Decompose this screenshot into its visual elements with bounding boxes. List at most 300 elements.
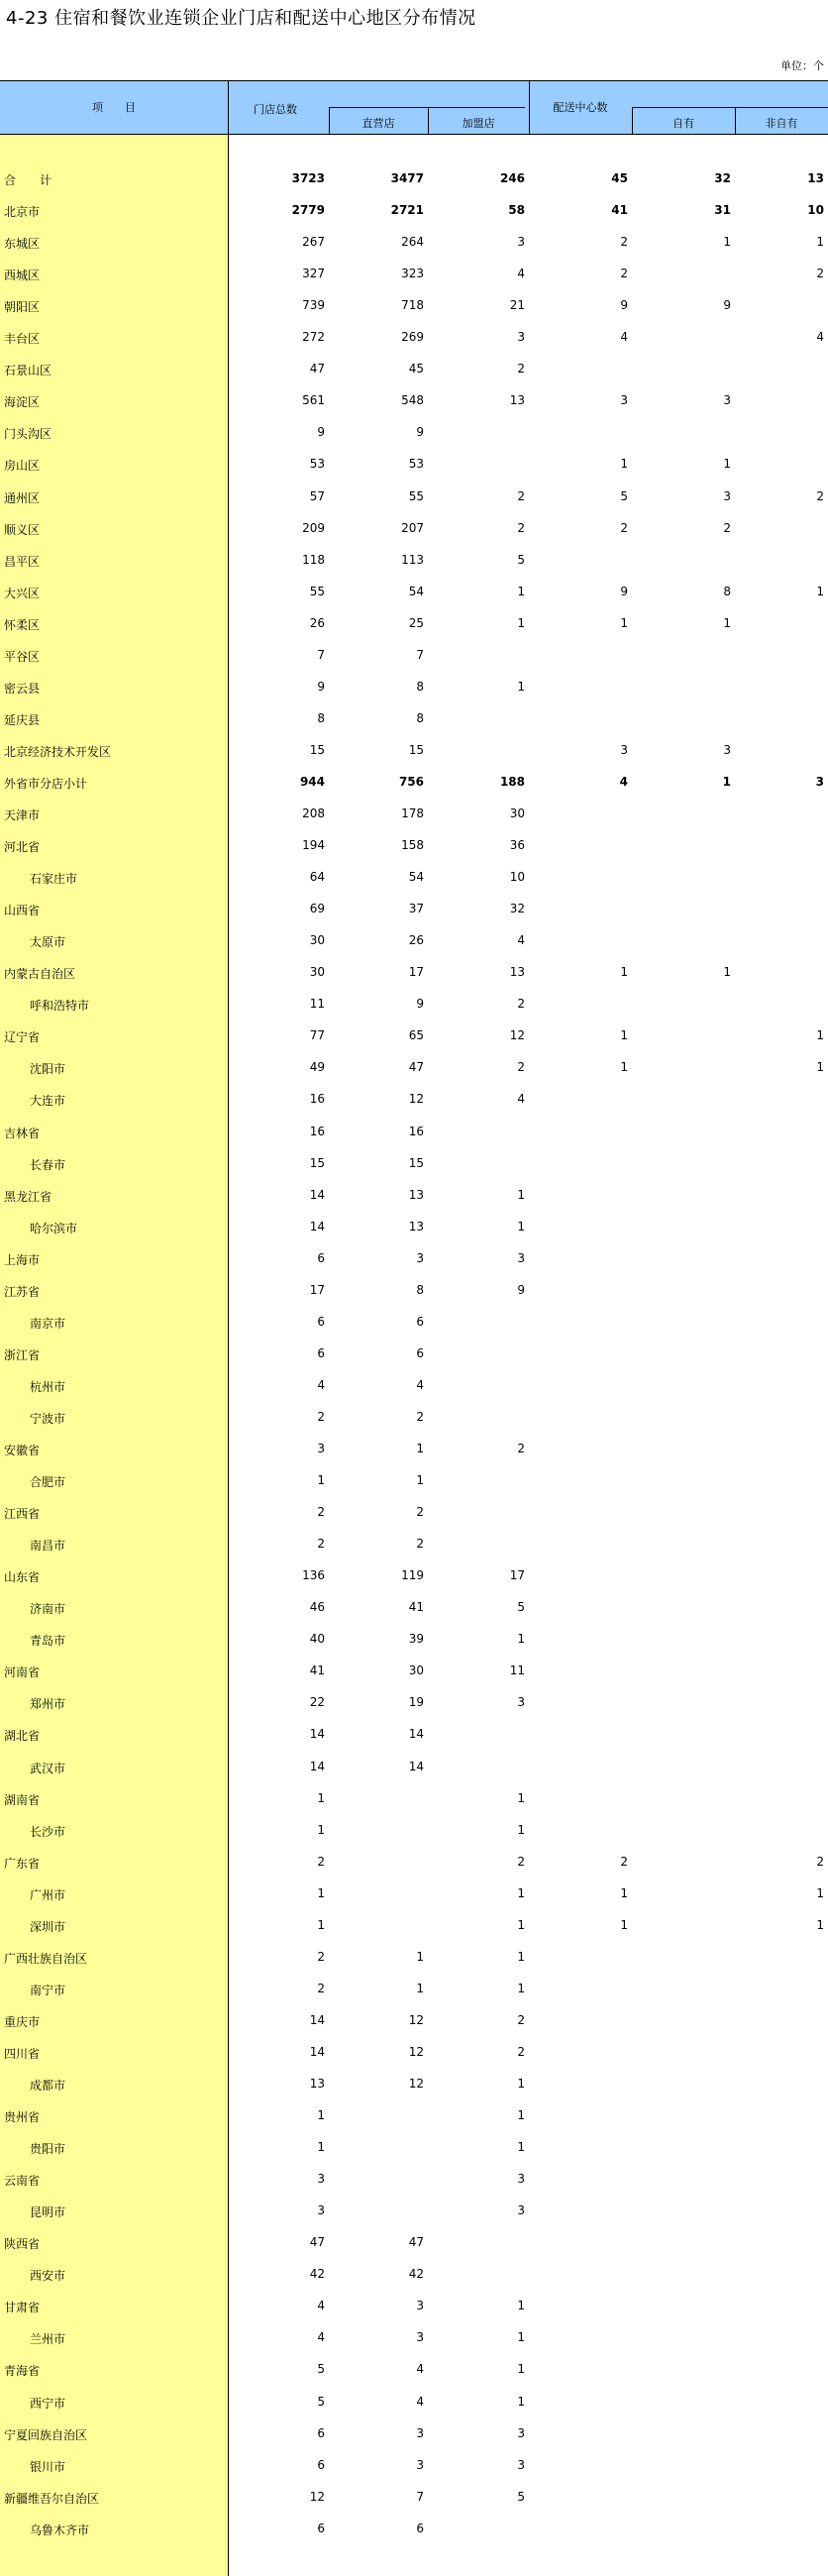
cell-franchise: 13 (509, 393, 525, 408)
cell-franchise: 3 (517, 2172, 525, 2187)
cell-franchise: 1 (517, 2299, 525, 2313)
row-label: 山东省 (4, 1570, 41, 1585)
cell-not-own: 10 (807, 203, 824, 218)
cell-dist-centers: 1 (620, 1028, 628, 1043)
cell-own: 3 (723, 488, 731, 503)
cell-stores-total: 2 (317, 1854, 325, 1869)
cell-franchise: 1 (517, 1822, 525, 1837)
table-row (0, 1402, 828, 1434)
table-row (0, 1339, 828, 1370)
cell-dist-centers: 5 (620, 488, 628, 503)
row-label: 深圳市 (30, 1919, 66, 1934)
cell-direct: 4 (416, 2362, 424, 2377)
row-label: 房山区 (4, 459, 41, 474)
table-row (0, 259, 828, 290)
table-row (0, 862, 828, 894)
row-label: 云南省 (4, 2174, 41, 2189)
cell-dist-centers: 9 (620, 298, 628, 313)
cell-direct: 39 (408, 1632, 424, 1647)
table-row (0, 2164, 828, 2196)
header-dist-centers: 配送中心数 (553, 101, 608, 114)
cell-franchise: 2 (517, 1854, 525, 1869)
cell-dist-centers: 9 (620, 584, 628, 598)
cell-own: 1 (723, 457, 731, 472)
cell-franchise: 188 (499, 774, 525, 789)
row-label: 西城区 (4, 268, 41, 283)
cell-franchise: 1 (517, 1885, 525, 1900)
cell-dist-centers: 2 (620, 267, 628, 281)
row-label: 湖北省 (4, 1729, 41, 1744)
table-row (0, 1656, 828, 1687)
table-row (0, 1243, 828, 1275)
cell-stores-total: 2 (317, 1537, 325, 1552)
cell-franchise: 17 (509, 1568, 525, 1583)
cell-stores-total: 272 (302, 330, 325, 345)
cell-direct: 12 (408, 2012, 424, 2027)
cell-franchise: 3 (517, 2203, 525, 2218)
cell-stores-total: 64 (309, 870, 325, 885)
table-row (0, 2196, 828, 2227)
cell-stores-total: 40 (309, 1632, 325, 1647)
cell-stores-total: 6 (317, 2425, 325, 2440)
cell-franchise: 1 (517, 1632, 525, 1647)
table-row (0, 1148, 828, 1180)
cell-direct: 8 (416, 679, 424, 694)
cell-not-own: 2 (816, 1854, 824, 1869)
row-label: 东城区 (4, 237, 41, 252)
table-row (0, 1624, 828, 1656)
row-label: 内蒙古自治区 (4, 967, 76, 982)
cell-direct: 37 (408, 902, 424, 916)
cell-own: 8 (723, 584, 731, 598)
table-row (0, 1434, 828, 1465)
cell-franchise: 1 (517, 584, 525, 598)
cell-franchise: 2 (517, 1060, 525, 1075)
cell-franchise: 1 (517, 1949, 525, 1964)
page-title: 4-23 住宿和餐饮业连锁企业门店和配送中心地区分布情况 (6, 8, 476, 29)
cell-direct: 12 (408, 2077, 424, 2091)
table-row (0, 1117, 828, 1148)
row-label: 长春市 (30, 1157, 66, 1172)
cell-direct: 13 (408, 1187, 424, 1202)
cell-not-own: 4 (816, 330, 824, 345)
row-label: 天津市 (4, 808, 41, 822)
cell-franchise: 246 (499, 171, 525, 185)
table-row (0, 163, 828, 195)
cell-dist-centers: 45 (611, 171, 628, 185)
cell-stores-total: 41 (309, 1664, 325, 1678)
row-label: 浙江省 (4, 1347, 41, 1362)
row-label: 大兴区 (4, 586, 41, 600)
cell-stores-total: 22 (309, 1695, 325, 1710)
cell-direct: 3 (416, 2457, 424, 2472)
row-label: 武汉市 (30, 1761, 66, 1775)
row-label: 通州区 (4, 490, 41, 505)
table-row (0, 1942, 828, 1974)
cell-franchise: 2 (517, 997, 525, 1012)
table-row (0, 1180, 828, 1212)
cell-direct: 2 (416, 1505, 424, 1520)
row-label: 宁夏回族自治区 (4, 2427, 88, 2442)
table-row (0, 1719, 828, 1751)
cell-franchise: 3 (517, 2457, 525, 2472)
cell-franchise: 2 (517, 362, 525, 376)
cell-not-own: 2 (816, 488, 824, 503)
table-row (0, 1752, 828, 1783)
row-label: 外省市分店小计 (4, 776, 88, 791)
cell-stores-total: 1 (317, 1473, 325, 1488)
cell-stores-total: 1 (317, 2140, 325, 2155)
row-label: 上海市 (4, 1252, 41, 1267)
cell-direct: 7 (416, 647, 424, 662)
table-row (0, 1084, 828, 1116)
cell-direct: 3 (416, 2330, 424, 2345)
table-row (0, 1497, 828, 1529)
row-label: 门头沟区 (4, 427, 52, 442)
cell-franchise: 3 (517, 1695, 525, 1710)
cell-stores-total: 14 (309, 2012, 325, 2027)
cell-direct: 2 (416, 1409, 424, 1424)
cell-franchise: 2 (517, 488, 525, 503)
cell-franchise: 4 (517, 1092, 525, 1107)
cell-dist-centers: 2 (620, 235, 628, 250)
row-label: 石家庄市 (30, 872, 78, 887)
row-label: 石景山区 (4, 364, 52, 378)
table-row (0, 2450, 828, 2482)
cell-stores-total: 49 (309, 1060, 325, 1075)
cell-direct: 3 (416, 2299, 424, 2313)
cell-stores-total: 561 (302, 393, 325, 408)
cell-stores-total: 15 (309, 742, 325, 757)
row-label: 青岛市 (30, 1634, 66, 1649)
cell-own: 9 (723, 298, 731, 313)
row-label: 银川市 (30, 2459, 66, 2474)
table-row (0, 195, 828, 227)
row-label: 河北省 (4, 840, 41, 855)
cell-franchise: 10 (509, 870, 525, 885)
cell-dist-centers: 1 (620, 965, 628, 980)
cell-stores-total: 5 (317, 2362, 325, 2377)
cell-direct: 264 (401, 235, 424, 250)
cell-dist-centers: 3 (620, 742, 628, 757)
cell-franchise: 1 (517, 679, 525, 694)
cell-not-own: 1 (816, 1060, 824, 1075)
cell-franchise: 1 (517, 1219, 525, 1234)
cell-stores-total: 3 (317, 1442, 325, 1455)
cell-franchise: 1 (517, 2362, 525, 2377)
row-label: 江西省 (4, 1507, 41, 1522)
cell-stores-total: 11 (309, 997, 325, 1012)
cell-stores-total: 12 (309, 2489, 325, 2504)
cell-direct: 2 (416, 1537, 424, 1552)
cell-direct: 14 (408, 1727, 424, 1742)
cell-stores-total: 14 (309, 2044, 325, 2059)
header-bottom-border (0, 134, 828, 135)
cell-stores-total: 16 (309, 1092, 325, 1107)
cell-not-own: 1 (816, 1885, 824, 1900)
cell-franchise: 2 (517, 2012, 525, 2027)
cell-not-own: 1 (816, 1917, 824, 1932)
cell-stores-total: 267 (302, 235, 325, 250)
cell-stores-total: 194 (302, 838, 325, 853)
cell-franchise: 5 (517, 1600, 525, 1615)
cell-stores-total: 14 (309, 1759, 325, 1773)
cell-franchise: 1 (517, 2394, 525, 2409)
row-label: 黑龙江省 (4, 1189, 52, 1204)
table-row (0, 799, 828, 830)
cell-direct: 4 (416, 2394, 424, 2409)
row-label: 辽宁省 (4, 1030, 41, 1045)
cell-stores-total: 6 (317, 1345, 325, 1360)
row-label: 怀柔区 (4, 617, 41, 632)
header-item: 项 目 (92, 101, 136, 114)
cell-direct: 13 (408, 1219, 424, 1234)
cell-direct: 15 (408, 1155, 424, 1170)
row-label: 重庆市 (4, 2014, 41, 2029)
table-row (0, 767, 828, 799)
table-row (0, 2354, 828, 2386)
cell-direct: 178 (401, 806, 424, 820)
cell-stores-total: 30 (309, 965, 325, 980)
table-row (0, 1592, 828, 1624)
row-label: 南昌市 (30, 1539, 66, 1554)
cell-franchise: 36 (509, 838, 525, 853)
cell-direct: 548 (401, 393, 424, 408)
row-label: 湖南省 (4, 1792, 41, 1807)
cell-dist-centers: 4 (619, 774, 628, 789)
cell-stores-total: 118 (302, 552, 325, 567)
row-label: 广州市 (30, 1887, 66, 1902)
table-row (0, 672, 828, 703)
row-label: 贵州省 (4, 2110, 41, 2125)
cell-stores-total: 6 (317, 2521, 325, 2535)
cell-direct: 269 (401, 330, 424, 345)
table-row (0, 1307, 828, 1339)
cell-stores-total: 3 (317, 2172, 325, 2187)
cell-stores-total: 1 (317, 2108, 325, 2123)
cell-franchise: 3 (517, 330, 525, 345)
cell-direct: 4 (416, 1377, 424, 1392)
header-own: 自有 (673, 117, 694, 130)
cell-stores-total: 77 (309, 1028, 325, 1043)
row-label: 北京经济技术开发区 (4, 744, 112, 759)
cell-stores-total: 5 (317, 2394, 325, 2409)
cell-stores-total: 2 (317, 1949, 325, 1964)
table-row (0, 989, 828, 1020)
table-row (0, 735, 828, 767)
cell-direct: 7 (416, 2489, 424, 2504)
table-row (0, 1878, 828, 1910)
cell-stores-total: 26 (309, 615, 325, 630)
table-row (0, 545, 828, 577)
table-row (0, 1020, 828, 1052)
table-row (0, 1529, 828, 1560)
cell-franchise: 3 (517, 235, 525, 250)
row-label: 哈尔滨市 (30, 1221, 78, 1235)
cell-stores-total: 14 (309, 1219, 325, 1234)
header-stores-total: 门店总数 (254, 103, 297, 116)
table-row (0, 2514, 828, 2545)
header-top-border (0, 80, 828, 81)
cell-stores-total: 209 (302, 520, 325, 535)
table-row (0, 608, 828, 640)
cell-franchise: 3 (517, 1250, 525, 1265)
row-label: 平谷区 (4, 649, 41, 664)
cell-stores-total: 944 (299, 774, 325, 789)
row-label: 陕西省 (4, 2237, 41, 2252)
row-label: 杭州市 (30, 1379, 66, 1394)
row-label: 安徽省 (4, 1444, 41, 1457)
cell-franchise: 3 (517, 2425, 525, 2440)
cell-franchise: 1 (517, 1187, 525, 1202)
table-row (0, 1783, 828, 1815)
cell-direct: 158 (401, 838, 424, 853)
cell-franchise: 11 (509, 1664, 525, 1678)
cell-direct: 6 (416, 1314, 424, 1329)
cell-stores-total: 327 (302, 267, 325, 281)
cell-direct: 323 (401, 267, 424, 281)
cell-not-own: 1 (816, 1028, 824, 1043)
data-table (0, 80, 828, 2576)
table-row (0, 1560, 828, 1592)
cell-direct: 53 (408, 457, 424, 472)
cell-franchise: 21 (509, 298, 525, 313)
table-row (0, 449, 828, 481)
cell-stores-total: 13 (309, 2077, 325, 2091)
table-row (0, 894, 828, 925)
row-label: 长沙市 (30, 1824, 66, 1839)
cell-direct: 113 (401, 552, 424, 567)
table-row (0, 1910, 828, 1942)
table-row (0, 2482, 828, 2514)
row-label: 甘肃省 (4, 2301, 41, 2315)
cell-direct: 1 (416, 1473, 424, 1488)
cell-franchise: 30 (509, 806, 525, 820)
row-label: 昌平区 (4, 554, 41, 569)
header-franchise: 加盟店 (462, 117, 495, 130)
cell-direct: 756 (398, 774, 424, 789)
table-row (0, 1465, 828, 1497)
cell-stores-total: 136 (302, 1568, 325, 1583)
cell-franchise: 2 (517, 2044, 525, 2059)
cell-stores-total: 69 (309, 902, 325, 916)
header-mid-border-centers (632, 107, 828, 108)
cell-not-own: 3 (815, 774, 824, 789)
cell-stores-total: 16 (309, 1124, 325, 1138)
row-label: 北京市 (4, 205, 41, 220)
table-row (0, 417, 828, 449)
row-label: 成都市 (30, 2079, 66, 2093)
cell-stores-total: 6 (317, 1250, 325, 1265)
cell-stores-total: 47 (309, 2235, 325, 2250)
cell-dist-centers: 1 (620, 1917, 628, 1932)
cell-direct: 718 (401, 298, 424, 313)
cell-stores-total: 9 (317, 679, 325, 694)
table-row (0, 1052, 828, 1084)
row-label: 青海省 (4, 2364, 41, 2379)
cell-franchise: 5 (517, 2489, 525, 2504)
row-label: 大连市 (30, 1094, 66, 1109)
table-row (0, 1847, 828, 1878)
cell-own: 3 (723, 742, 731, 757)
cell-franchise: 32 (509, 902, 525, 916)
cell-own: 1 (723, 615, 731, 630)
cell-stores-total: 7 (317, 647, 325, 662)
table-row (0, 2069, 828, 2100)
table-row (0, 830, 828, 862)
row-label: 昆明市 (30, 2205, 66, 2220)
row-label: 南京市 (30, 1316, 66, 1331)
cell-direct: 65 (408, 1028, 424, 1043)
cell-stores-total: 2 (317, 1409, 325, 1424)
cell-not-own: 13 (807, 171, 824, 185)
cell-stores-total: 55 (309, 584, 325, 598)
table-row (0, 2132, 828, 2164)
cell-direct: 8 (416, 710, 424, 725)
row-label: 合肥市 (30, 1475, 66, 1490)
row-label: 密云县 (4, 681, 41, 696)
row-label: 宁波市 (30, 1411, 66, 1426)
cell-direct: 41 (408, 1600, 424, 1615)
cell-stores-total: 1 (317, 1790, 325, 1805)
cell-own: 1 (722, 774, 731, 789)
row-label: 山西省 (4, 904, 41, 918)
cell-franchise: 1 (517, 2330, 525, 2345)
cell-dist-centers: 1 (620, 457, 628, 472)
cell-franchise: 12 (509, 1028, 525, 1043)
table-row (0, 925, 828, 957)
cell-dist-centers: 3 (620, 393, 628, 408)
cell-franchise: 1 (517, 1917, 525, 1932)
cell-franchise: 5 (517, 552, 525, 567)
cell-stores-total: 9 (317, 425, 325, 440)
cell-direct: 54 (408, 584, 424, 598)
table-row (0, 1974, 828, 2005)
row-label: 顺义区 (4, 522, 41, 537)
table-row (0, 2387, 828, 2418)
table-row (0, 2291, 828, 2322)
cell-stores-total: 46 (309, 1600, 325, 1615)
cell-stores-total: 2 (317, 1505, 325, 1520)
cell-direct: 6 (416, 1345, 424, 1360)
cell-own: 1 (723, 235, 731, 250)
cell-dist-centers: 1 (620, 1060, 628, 1075)
cell-direct: 42 (408, 2267, 424, 2282)
cell-stores-total: 1 (317, 1822, 325, 1837)
cell-dist-centers: 2 (620, 1854, 628, 1869)
cell-franchise: 4 (517, 933, 525, 948)
table-row (0, 290, 828, 322)
cell-direct: 9 (416, 997, 424, 1012)
cell-stores-total: 1 (317, 1917, 325, 1932)
cell-direct: 47 (408, 1060, 424, 1075)
cell-stores-total: 14 (309, 1187, 325, 1202)
cell-direct: 14 (408, 1759, 424, 1773)
cell-stores-total: 14 (309, 1727, 325, 1742)
cell-direct: 9 (416, 425, 424, 440)
cell-direct: 3 (416, 1250, 424, 1265)
cell-dist-centers: 41 (611, 203, 628, 218)
cell-not-own: 1 (816, 235, 824, 250)
cell-direct: 119 (401, 1568, 424, 1583)
table-row (0, 2227, 828, 2259)
row-label: 呼和浩特市 (30, 999, 90, 1014)
table-row (0, 1815, 828, 1847)
row-label: 河南省 (4, 1665, 41, 1680)
cell-direct: 3 (416, 2425, 424, 2440)
header-mid-border-stores (329, 107, 525, 108)
cell-stores-total: 4 (317, 2299, 325, 2313)
